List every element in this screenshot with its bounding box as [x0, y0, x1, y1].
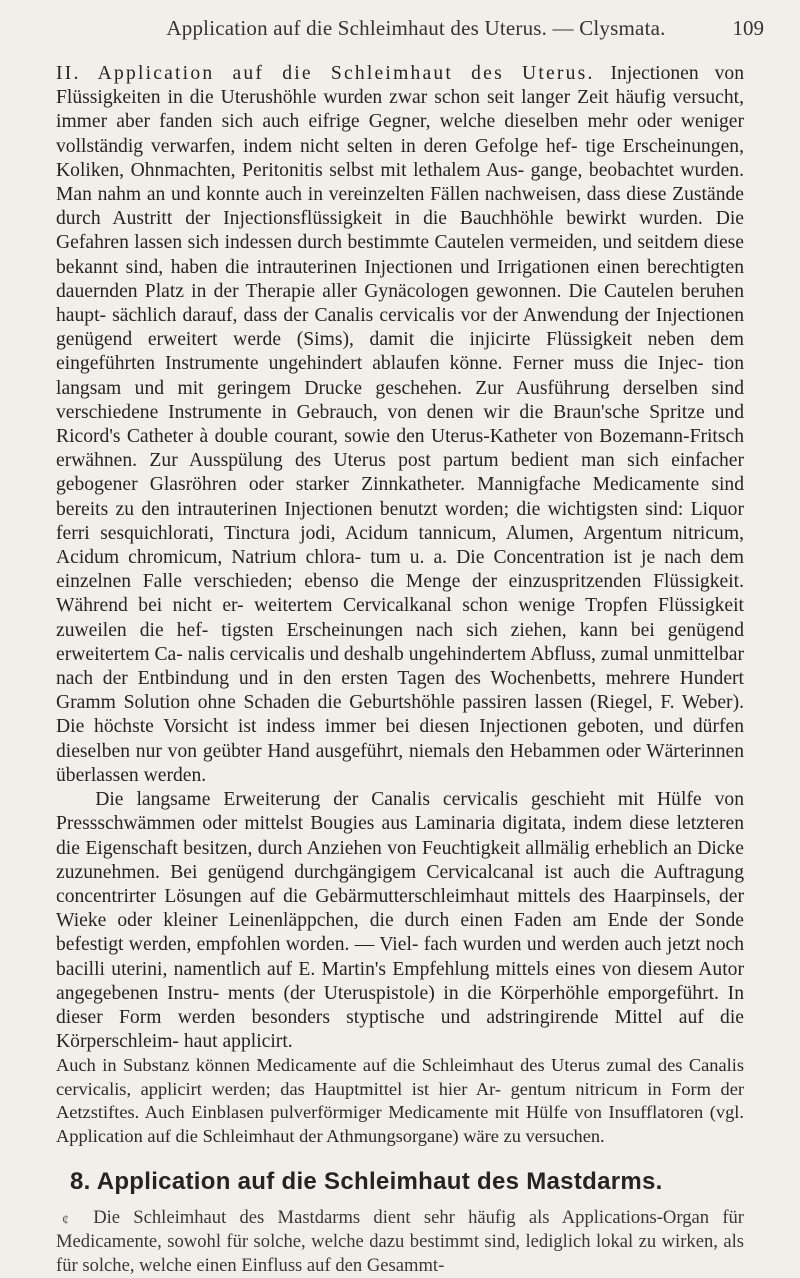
section-heading-rectum: 8. Application auf die Schleimhaut des Mastdarms.	[70, 1167, 663, 1195]
section-uterus	[56, 62, 744, 1148]
paragraph-rectum: Die Schleimhaut des Mastdarms dient sehr häufig als Applications-Organ für Medicamente, sowohl für solche, welche dazu bestimmt sind, lediglich lokal zu wirken, als für solche, welche einen Einfluss auf den Gesammt-	[56, 1206, 744, 1276]
section-heading-uterus: II. Application auf die Schleimhaut des Uterus.	[56, 63, 595, 84]
footer-mark: ¢	[62, 1213, 69, 1228]
paragraph-dilation: Die langsame Erweiterung der Canalis cervicalis geschieht mit Hülfe von Pressschwämmen oder mittelst Bougies aus Laminaria digitata, indem diese letzteren die Eigenschaft besitzen, durch Anziehen von Feuchtigkeit allmälig erheblich an Dicke zuzunehmen. Bei genügend durchgängigem Cervicalcanal ist auch die Auftragung concentrirter Lösungen auf die Gebärmutterschleimhaut mittels des Haarpinsels, der Wieke oder kleiner Leinenläppchen, die durch einen Faden am Ende der Sonde befestigt werden, empfohlen worden. — Viel- fach wurden und werden auch jetzt noch bacilli uterini, namentlich auf E. Martin's Empfehlung mittels eines von diesem Autor angegebenen Instru- ments (der Uteruspistole) in die Körperhöhle emporgeführt. In dieser Form werden besonders styptische und adstringirende Mittel auf die Körperschleim- haut applicirt.	[56, 789, 744, 1053]
small-print-block	[56, 1054, 744, 1148]
paragraph-text: Injectionen von Flüssigkeiten in die Uterushöhle wurden zwar schon seit langer Zeit häufig versucht, immer aber fanden sich auch eifrige Gegner, welche dieselben mehr oder weniger vollständig verwarfen, indem nicht selten in deren Gefolge hef- tige Erscheinungen, Koliken, Ohnmachten, Peritonitis selbst mit lethalem Aus- gange, beobachtet wurden. Man nahm an und konnte auch in vereinzelten Fällen nachweisen, dass diese Zustände durch Austritt der Injectionsflüssigkeit in die Bauchhöhle bewirkt wurden. Die Gefahren lassen sich indessen durch bestimmte Cautelen vermeiden, und seitdem diese bekannt sind, haben die intrauterinen Injectionen und Irrigationen einen berechtigten dauernden Platz in der Therapie aller Gynäcologen gewonnen. Die Cautelen beruhen haupt- sächlich darauf, dass der Canalis cervicalis vor der Anwendung der Injectionen genügend erweitert werde (Sims), damit die injicirte Flüssigkeit neben dem eingeführten Instrumente ungehindert ablaufen könne. Ferner muss die Injec- tion langsam und mit geringem Drucke geschehen. Zur Ausführung derselben sind verschiedene Instrumente in Gebrauch, von denen wir die Braun'sche Spritze und Ricord's Catheter à double courant, sowie den Uterus-Katheter von Bozemann-Fritsch erwähnen. Zur Ausspülung des Uterus post partum bedient man sich einfacher gebogener Glasröhren oder starker Zinnkatheter. Mannigfache Medicamente sind bereits zu den intrauterinen Injectionen benutzt worden; die wichtigsten sind: Liquor ferri sesquichlorati, Tinctura jodi, Acidum tannicum, Alumen, Argentum nitricum, Acidum chromicum, Natrium chlora- tum u. a. Die Concentration ist je nach dem einzelnen Falle verschieden; ebenso die Menge der einzuspritzenden Flüssigkeit. Während bei nicht er- weitertem Cervicalkanal schon wenige Tropfen Flüssigkeit zuweilen die hef- tigsten Erscheinungen nach sich ziehen, kann bei genügend erweitertem Ca- nalis cervicalis und deshalb ungehindertem Abfluss, zumal unmittelbar nach der Entbindung und in den ersten Tagen des Wochenbetts, mehrere Hundert Gramm Solution ohne Schaden die Geburtshöhle passiren lassen (Riegel, F. Weber). Die höchste Vorsicht ist indess immer bei diesen Injectionen geboten, und dürfen dieselben nur von geübter Hand ausgeführt, niemals den Hebammen oder Wärterinnen überlassen werden.	[56, 63, 745, 786]
page-body	[56, 62, 744, 1278]
running-head-title: Application auf die Schleimhaut des Uterus. — Clysmata.	[166, 16, 666, 40]
paragraph-injections	[56, 62, 744, 788]
page-number: 109	[732, 16, 764, 40]
paragraph-substance: Auch in Substanz können Medicamente auf die Schleimhaut des Uterus zumal des Canalis cervicalis, applicirt werden; das Hauptmittel ist hier Ar- gentum nitricum in Form der Aetzstiftes. Auch Einblasen pulverförmiger Medicamente mit Hülfe von Insufflatoren (vgl. Application auf die Schleimhaut der Athmungsorgane) wäre zu versuchen.	[56, 1055, 744, 1146]
section-rectum	[56, 1206, 744, 1278]
running-head	[60, 16, 772, 46]
